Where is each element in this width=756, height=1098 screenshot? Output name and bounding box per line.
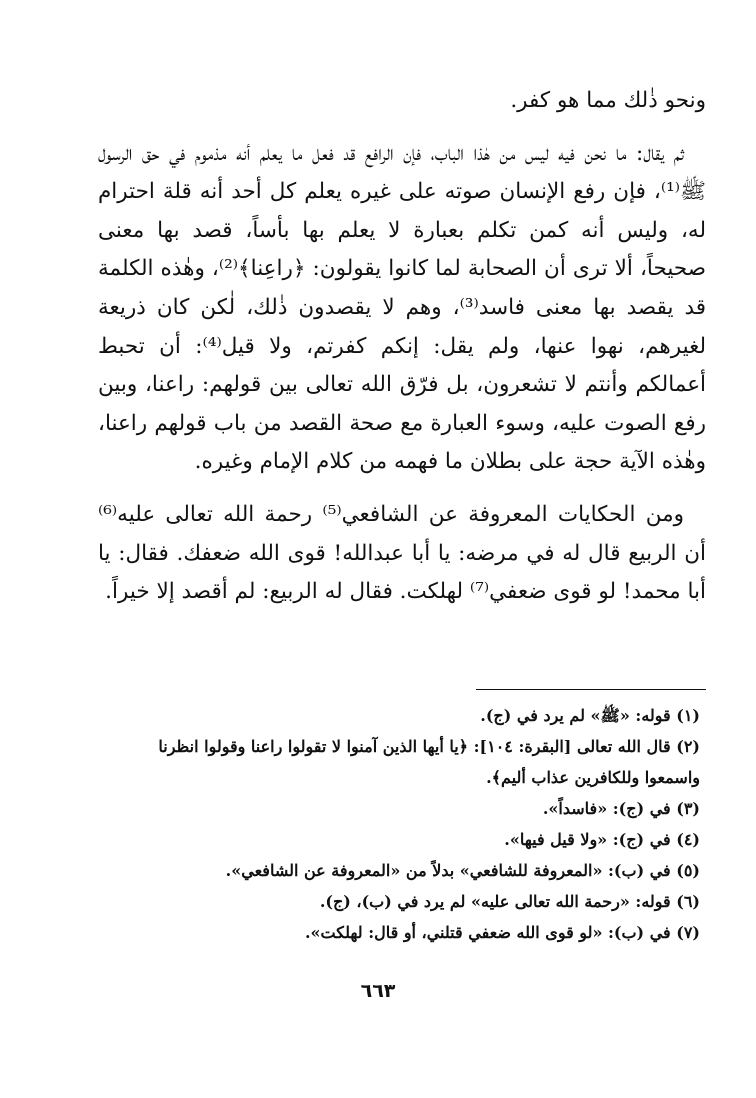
page-number: ٦٦٣ xyxy=(360,980,396,1002)
footnote-separator xyxy=(476,689,706,690)
main-text xyxy=(98,82,706,612)
footnote-6: (٦) قوله: «رحمة الله تعالى عليه» لم يرد في (ب)، (ج). xyxy=(319,892,700,911)
footnote-1: (١) قوله: «ﷺ» لم يرد في (ج). xyxy=(480,706,700,725)
paragraph-2: ثم يقال: ما نحن فيه ليس من هٰذا الباب، فإن الرافع قد فعل ما يعلم أنه مذموم في حق الرسول ﷺ⁽¹⁾، فإن رفع الإنسان صوته على غيره يعلم كل أحد أنه قلة احترام له، وليس أنه كمن تكلم بعبارة لا يعلم بها بأساً، قصد بها معنى صحيحاً، ألا ترى أن الصحابة لما كانوا يقولون: ﴿راعِنا﴾⁽²⁾، وهٰذه الكلمة قد يقصد بها معنى فاسد⁽³⁾، وهم لا يقصدون ذٰلك، لٰكن كان ذريعة لغيرهم، نهوا عنها، ولم يقل: إنكم كفرتم، ولا قيل⁽⁴⁾: أن تحبط أعمالكم وأنتم لا تشعرون، بل فرّق الله تعالى بين قولهم: راعنا، وبين رفع الصوت عليه، وسوء العبارة مع صحة القصد من باب قولهم راعنا، وهٰذه الآية حجة على بطلان ما فهمه من كلام الإمام وغيره. xyxy=(98,140,707,475)
paragraph-1: ونحو ذٰلك مما هو كفر. xyxy=(510,88,706,113)
footnote-4: (٤) في (ج): «ولا قيل فيها». xyxy=(504,830,700,849)
footnotes xyxy=(98,700,706,948)
footnote-7: (٧) في (ب): «لو قوى الله ضعفي قتلني، أو قال: لهلكت». xyxy=(304,923,700,942)
footnote-2: (٢) قال الله تعالى [البقرة: ١٠٤]: ﴿يا أيها الذين آمنوا لا تقولوا راعنا وقولوا انظرنا واسمعوا وللكافرين عذاب أليم﴾. xyxy=(158,737,700,787)
footnote-5: (٥) في (ب): «المعروفة للشافعي» بدلاً من «المعروفة عن الشافعي». xyxy=(225,861,700,880)
paragraph-3: ومن الحكايات المعروفة عن الشافعي⁽⁵⁾ رحمة الله تعالى عليه⁽⁶⁾ أن الربيع قال له في مرضه: يا أبا عبدالله! قوى الله ضعفك. فقال: يا أبا محمد! لو قوى ضعفي⁽⁷⁾ لهلكت. فقال له الربيع: لم أقصد إلا خيراً. xyxy=(98,501,706,605)
footnote-3: (٣) في (ج): «فاسداً». xyxy=(542,799,700,818)
